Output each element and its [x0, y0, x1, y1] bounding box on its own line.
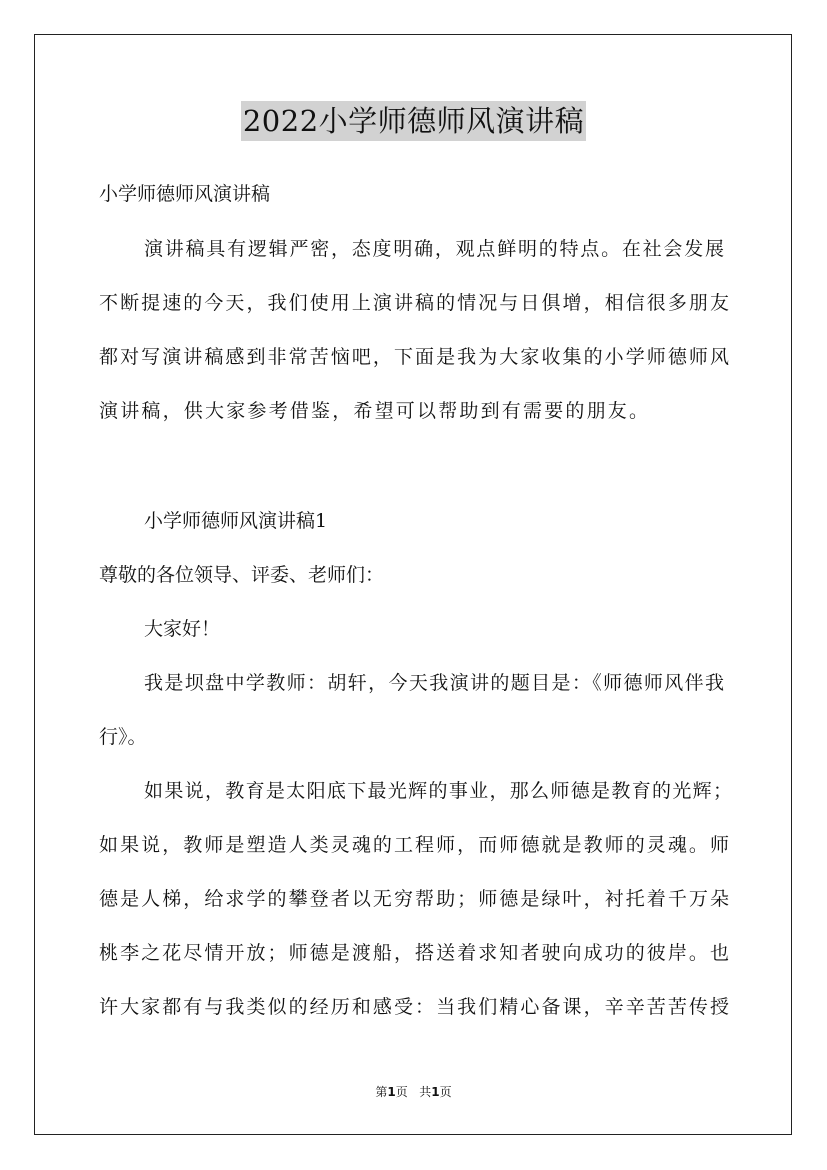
- intro-line-3: 都对写演讲稿感到非常苦恼吧，下面是我为大家收集的小学师德师风: [99, 346, 729, 368]
- para2-line-5: 许大家都有与我类似的经历和感受：当我们精心备课，辛辛苦苦传授: [99, 996, 729, 1018]
- title-container: [0, 101, 827, 141]
- footer-total-prefix: 共: [419, 1085, 432, 1099]
- intro-line-1: 演讲稿具有逻辑严密，态度明确，观点鲜明的特点。在社会发展: [144, 238, 724, 260]
- page-footer: [0, 1084, 827, 1100]
- para2-line-4: 桃李之花尽情开放；师德是渡船，搭送着求知者驶向成功的彼岸。也: [99, 942, 729, 964]
- footer-total-number: 1: [431, 1085, 440, 1099]
- para1-line-1: 我是坝盘中学教师：胡轩，今天我演讲的题目是：《师德师风伴我: [144, 672, 724, 694]
- para2-line-1: 如果说，教育是太阳底下最光辉的事业，那么师德是教育的光辉；: [144, 780, 732, 802]
- document-title: 2022小学师德师风演讲稿: [241, 101, 586, 141]
- footer-page-number: 1: [387, 1085, 396, 1099]
- salutation: 尊敬的各位领导、评委、老师们：: [99, 564, 385, 586]
- para1-line-2: 行》。: [99, 726, 147, 748]
- section-heading: 小学师德师风演讲稿1: [144, 510, 328, 532]
- para2-line-3: 德是人梯，给求学的攀登者以无穷帮助；师德是绿叶，衬托着千万朵: [99, 888, 729, 910]
- intro-line-4: 演讲稿，供大家参考借鉴，希望可以帮助到有需要的朋友。: [99, 400, 651, 422]
- footer-total-suffix: 页: [439, 1085, 452, 1099]
- footer-page-suffix: 页: [395, 1085, 408, 1099]
- para2-line-2: 如果说，教师是塑造人类灵魂的工程师，而师德就是教师的灵魂。师: [99, 834, 729, 856]
- subtitle: 小学师德师风演讲稿: [99, 183, 271, 205]
- intro-line-2: 不断提速的今天，我们使用上演讲稿的情况与日俱增，相信很多朋友: [99, 292, 729, 314]
- greeting: 大家好！: [144, 618, 221, 640]
- footer-page-prefix: 第: [375, 1085, 388, 1099]
